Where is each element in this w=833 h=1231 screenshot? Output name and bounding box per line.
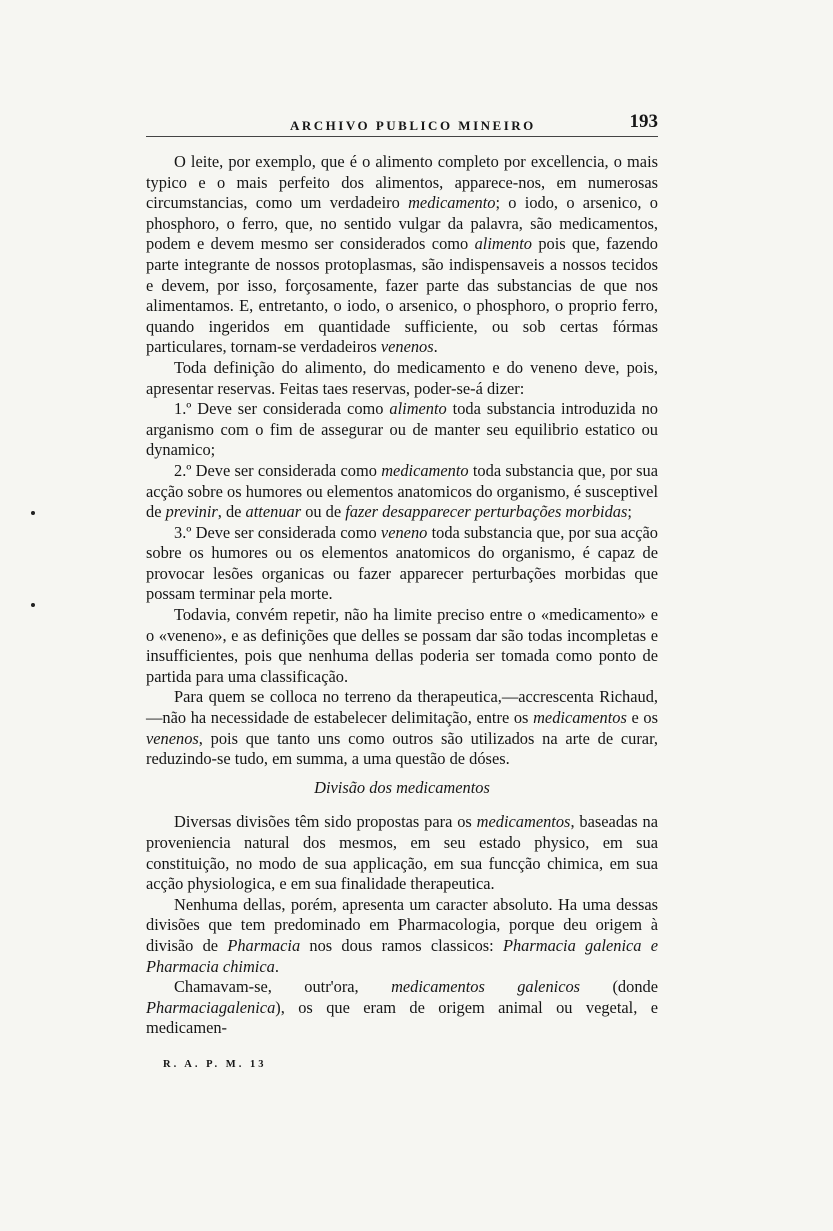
page-number: 193 (629, 111, 658, 132)
footer-signature: R. A. P. M. 13 (163, 1059, 267, 1070)
text-run: , baseadas na proveniencia natural dos mesmos, em seu estado physico, em sua constituição, no modo de sua applicação, em sua funcção chimica, em sua acção physiologica, e em sua finalidade therapeutica. (146, 812, 659, 894)
text-run: pois que, fazendo parte integrante de nossos protoplasmas, são indispensaveis a nossos tecidos e devem, por isso, forçosamente, fazer parte das substancias de que nos alimentamos. E, entretanto, o iodo, o arsenico, o phosphoro, o proprio ferro, quando ingeridos em quantidade sufficiente, ou sob certas fórmas particulares, tornam-se verdadeiros (146, 234, 659, 357)
italic-term: alimento (389, 399, 447, 419)
text-run: 1.º Deve ser considerada como (174, 399, 390, 419)
text-run: Nenhuma dellas, porém, apresenta um caracter absoluto. Ha uma dessas divisões que tem predominado em Pharmacologia, porque deu origem à divisão de (146, 894, 658, 955)
definition-veneno (146, 523, 658, 605)
italic-term: Pharmaciagalenica (146, 997, 276, 1017)
italic-term: attenuar (245, 502, 302, 522)
italic-term: medicamentos galenicos (391, 977, 581, 997)
italic-term: medicamento (381, 460, 469, 480)
running-header (146, 111, 658, 137)
text-run: , pois que tanto uns como outros são utilizados na arte de curar, reduzindo-se tudo, em summa, a uma questão de dóses. (146, 728, 658, 769)
text-run: O leite, por exemplo, que é o alimento completo por excellencia, o mais typico e o mais perfeito dos alimentos, apparece-nos, em numerosas circumstancias, como um verdadeiro (146, 152, 658, 213)
section-title: Divisão dos medicamentos (314, 777, 490, 797)
running-title: ARCHIVO PUBLICO MINEIRO (290, 118, 536, 133)
italic-term: medicamentos (533, 708, 627, 728)
header-rule (146, 136, 658, 137)
paragraph-10 (146, 977, 658, 1039)
text-run: ou de (301, 502, 346, 522)
text-run: Diversas divisões têm sido propostas para os (174, 812, 477, 832)
italic-term: previnir (165, 502, 218, 522)
text-run: Para quem se colloca no terreno da therapeutica,—accrescenta Richaud,—não ha necessidade de estabelecer delimitação, entre os (146, 687, 658, 728)
text-run: toda substancia que, por sua acção sobre os humores ou elementos anatomicos do organismo, é susceptivel de (146, 460, 658, 522)
italic-term: venenos (146, 728, 199, 748)
text-run: nos dous ramos classicos: (300, 935, 503, 955)
text-run: 3.º Deve ser considerada como (174, 522, 381, 542)
body-text (146, 152, 658, 1039)
text-run: 2.º Deve ser considerada como (174, 460, 382, 480)
italic-term: veneno (380, 522, 428, 542)
text-run: Chamavam-se, outr'ora, (174, 977, 392, 997)
paragraph-2: Toda definição do alimento, do medicamento e do veneno deve, pois, apresentar reservas. Feitas taes reservas, poder-se-á dizer: (146, 357, 658, 398)
text-run: ; (627, 502, 632, 522)
paragraph-7 (146, 687, 658, 769)
text-run: e os (626, 708, 658, 728)
paragraph-8 (146, 812, 658, 894)
text-run: . (433, 337, 438, 357)
paragraph-9 (146, 895, 658, 977)
text-run: , de (217, 502, 246, 522)
italic-term: venenos (380, 337, 434, 357)
definition-medicamento (146, 461, 658, 523)
text-run: toda substancia introduzida no arganismo com o fim de assegurar ou de manter seu equilibrio estatico ou dynamico; (146, 399, 658, 460)
paragraph-6: Todavia, convém repetir, não ha limite preciso entre o «medicamento» e o «veneno», e as definições que delles se possam dar são todas incompletas e insufficientes, pois que nenhuma dellas poderia ser tomada como ponto de partida para uma classificação. (146, 605, 658, 686)
text-run: toda substancia que, por sua acção sobre os humores ou os elementos anatomicos do organismo, é capaz de provocar lesões organicas ou fazer apparecer perturbações morbidas que possam terminar pela morte. (146, 522, 658, 604)
italic-term: Pharmacia galenica e Pharmacia chimica (146, 935, 659, 976)
text-run: (donde (580, 977, 658, 997)
italic-term: fazer desapparecer perturbações morbidas (345, 502, 628, 522)
italic-term: Pharmacia (227, 935, 301, 955)
paragraph-1 (146, 152, 658, 358)
margin-dot (31, 603, 35, 607)
italic-term: medicamento (408, 193, 496, 213)
text-run: ; o iodo, o arsenico, o phosphoro, o ferro, que, no sentido vulgar da palavra, são medicamentos, podem e devem mesmo ser considerados como (146, 193, 658, 254)
italic-term: medicamentos (476, 812, 571, 832)
definition-alimento (146, 399, 658, 461)
text-run: . (274, 956, 279, 976)
italic-term: alimento (474, 234, 532, 254)
margin-dot (31, 511, 35, 515)
text-run: ), os que eram de origem animal ou vegetal, e medicamen- (146, 997, 658, 1038)
